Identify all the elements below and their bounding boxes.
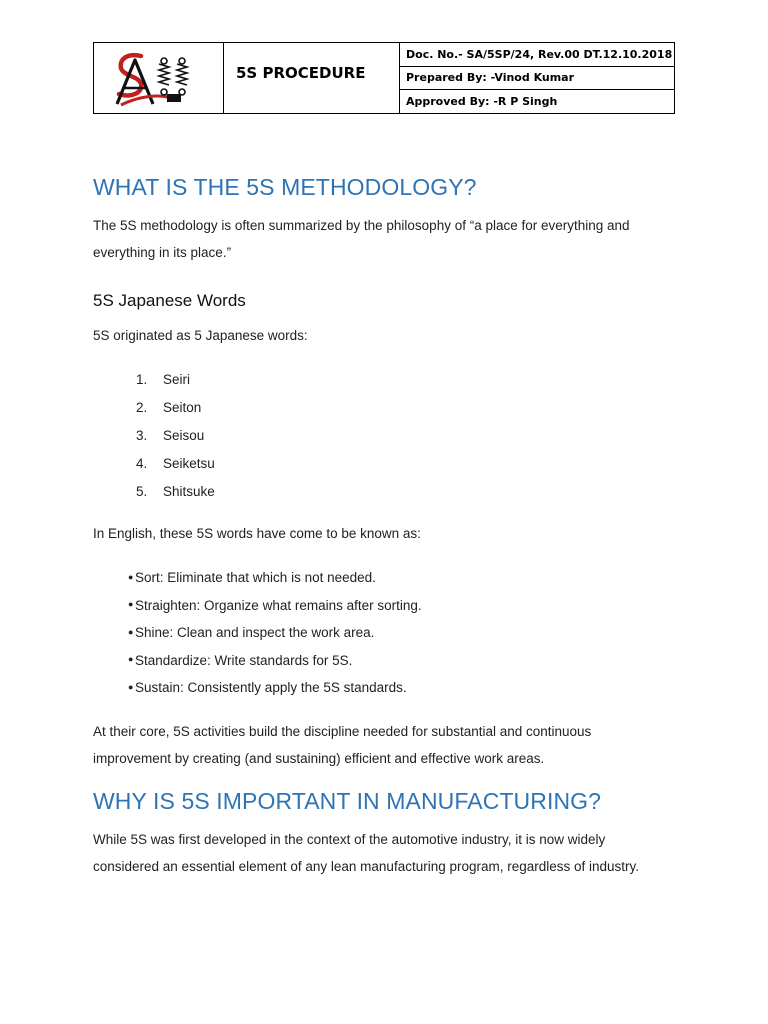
company-logo bbox=[94, 43, 223, 113]
prepared-by: Prepared By: -Vinod Kumar bbox=[400, 66, 675, 90]
document-title: 5S PROCEDURE bbox=[224, 43, 400, 114]
list-item: ● Shine: Clean and inspect the work area. bbox=[128, 619, 422, 647]
section-heading-importance: WHY IS 5S IMPORTANT IN MANUFACTURING? bbox=[93, 788, 602, 814]
section-heading-methodology: WHAT IS THE 5S METHODOLOGY? bbox=[93, 174, 477, 200]
approved-by: Approved By: -R P Singh bbox=[400, 90, 675, 114]
intro-paragraph: The 5S methodology is often summarized by the philosophy of “a place for everything and everything in its place.” bbox=[93, 218, 630, 260]
doc-number: Doc. No.- SA/5SP/24, Rev.00 DT.12.10.2018 bbox=[400, 43, 675, 67]
list-item: ● Sustain: Consistently apply the 5S standards. bbox=[128, 674, 422, 702]
bullet-icon: ● bbox=[128, 654, 134, 665]
list-item: ● Sort: Eliminate that which is not needed. bbox=[128, 564, 422, 592]
origin-paragraph: 5S originated as 5 Japanese words: bbox=[93, 328, 308, 343]
list-item: 1. Seiri bbox=[136, 372, 191, 387]
bullet-icon: ● bbox=[128, 626, 134, 637]
list-item: 2. Seiton bbox=[136, 400, 202, 415]
bullet-icon: ● bbox=[128, 599, 134, 610]
english-words-list bbox=[128, 564, 422, 702]
bullet-icon: ● bbox=[128, 571, 134, 582]
english-intro-paragraph: In English, these 5S words have come to be known as: bbox=[93, 526, 421, 541]
list-item: ● Standardize: Write standards for 5S. bbox=[128, 647, 422, 675]
list-item: 4. Seiketsu bbox=[136, 456, 215, 471]
document-header-table bbox=[93, 42, 675, 114]
list-item: 3. Seisou bbox=[136, 428, 205, 443]
bullet-icon: ● bbox=[128, 681, 134, 692]
logo-cell bbox=[94, 43, 224, 114]
core-paragraph: At their core, 5S activities build the discipline needed for substantial and continuous improvement by creating (and sustaining) efficient and effective work areas. bbox=[93, 724, 592, 766]
subheading-japanese-words: 5S Japanese Words bbox=[93, 291, 246, 310]
list-item: ● Straighten: Organize what remains after sorting. bbox=[128, 592, 422, 620]
japanese-words-list bbox=[136, 366, 215, 506]
list-item: 5. Shitsuke bbox=[136, 484, 215, 499]
sa-logo-icon bbox=[111, 48, 207, 108]
importance-paragraph: While 5S was first developed in the context of the automotive industry, it is now widely considered an essential element of any lean manufacturing program, regardless of industry. bbox=[93, 832, 640, 874]
